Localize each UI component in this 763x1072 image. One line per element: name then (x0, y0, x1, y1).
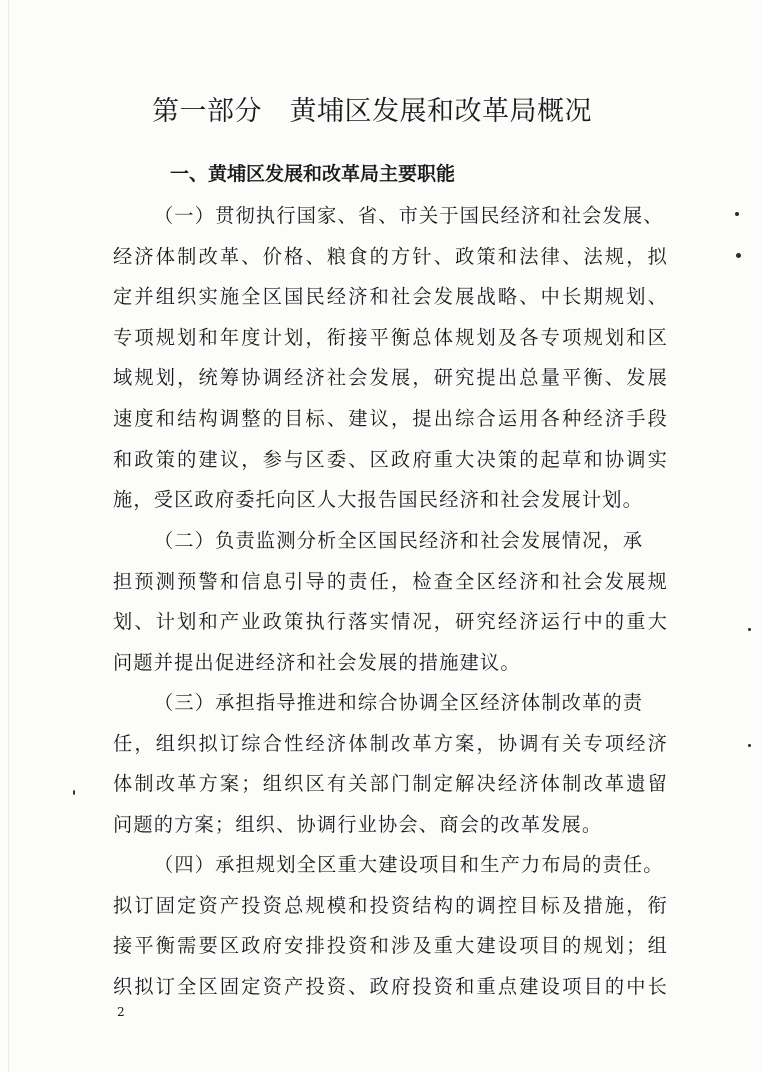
paragraph-line: 问题的方案；组织、协调行业协会、商会的改革发展。 (113, 812, 603, 836)
paragraph-line: （三）承担指导推进和综合协调全区经济体制改革的责 (154, 691, 644, 714)
paragraph-line: 拟订固定资产投资总规模和投资结构的调控目标及措施，衔 (113, 893, 668, 917)
paragraph-2 (113, 521, 668, 683)
paragraph-line: 域规划，统筹协调经济社会发展，研究提出总量平衡、发展 (113, 366, 668, 390)
scan-speck (73, 790, 75, 795)
paragraph-line: 定并组织实施全区国民经济和社会发展战略、中长期规划、 (113, 285, 668, 309)
scan-speck (735, 212, 739, 216)
scan-speck (736, 253, 741, 258)
paragraph-line: 问题并提出促进经济和社会发展的措施建议。 (113, 650, 521, 674)
paragraph-line: （二）负责监测分析全区国民经济和社会发展情况，承 (154, 529, 644, 552)
paragraph-line: 经济体制改革、价格、粮食的方针、政策和法律、法规，拟 (113, 244, 668, 268)
paragraph-line: 施，受区政府委托向区人大报告国民经济和社会发展计划。 (113, 488, 644, 512)
paragraph-line: 接平衡需要区政府安排投资和涉及重大建设项目的规划；组 (113, 934, 668, 958)
page-number: 2 (117, 1005, 125, 1019)
paragraph-line: 速度和结构调整的目标、建议，提出综合运用各种经济手段 (113, 406, 668, 430)
paragraph-line: 体制改革方案；组织区有关部门制定解决经济体制改革遗留 (113, 772, 668, 796)
paragraph-line: 划、计划和产业政策执行落实情况，研究经济运行中的重大 (113, 610, 668, 634)
paragraph-line: 和政策的建议，参与区委、区政府重大决策的起草和协调实 (113, 447, 668, 471)
paragraph-line: 任，组织拟订综合性经济体制改革方案，协调有关专项经济 (113, 731, 668, 755)
section-heading: 一、黄埔区发展和改革局主要职能 (170, 163, 456, 185)
paragraph-4 (113, 845, 668, 1007)
scan-speck (748, 744, 751, 747)
paragraph-line: （一）贯彻执行国家、省、市关于国民经济和社会发展、 (154, 204, 664, 227)
paragraph-line: 担预测预警和信息引导的责任，检查全区经济和社会发展规 (113, 569, 668, 593)
page-title: 第一部分 黄埔区发展和改革局概况 (152, 96, 592, 127)
paragraph-1 (113, 196, 668, 521)
paragraph-line: （四）承担规划全区重大建设项目和生产力布局的责任。 (154, 853, 664, 876)
scan-speck (748, 628, 751, 631)
paragraph-line: 专项规划和年度计划，衔接平衡总体规划及各专项规划和区 (113, 325, 668, 349)
page-edge-shadow (8, 0, 9, 1072)
paragraph-3 (113, 683, 668, 845)
paragraph-line: 织拟订全区固定资产投资、政府投资和重点建设项目的中长 (113, 974, 668, 998)
